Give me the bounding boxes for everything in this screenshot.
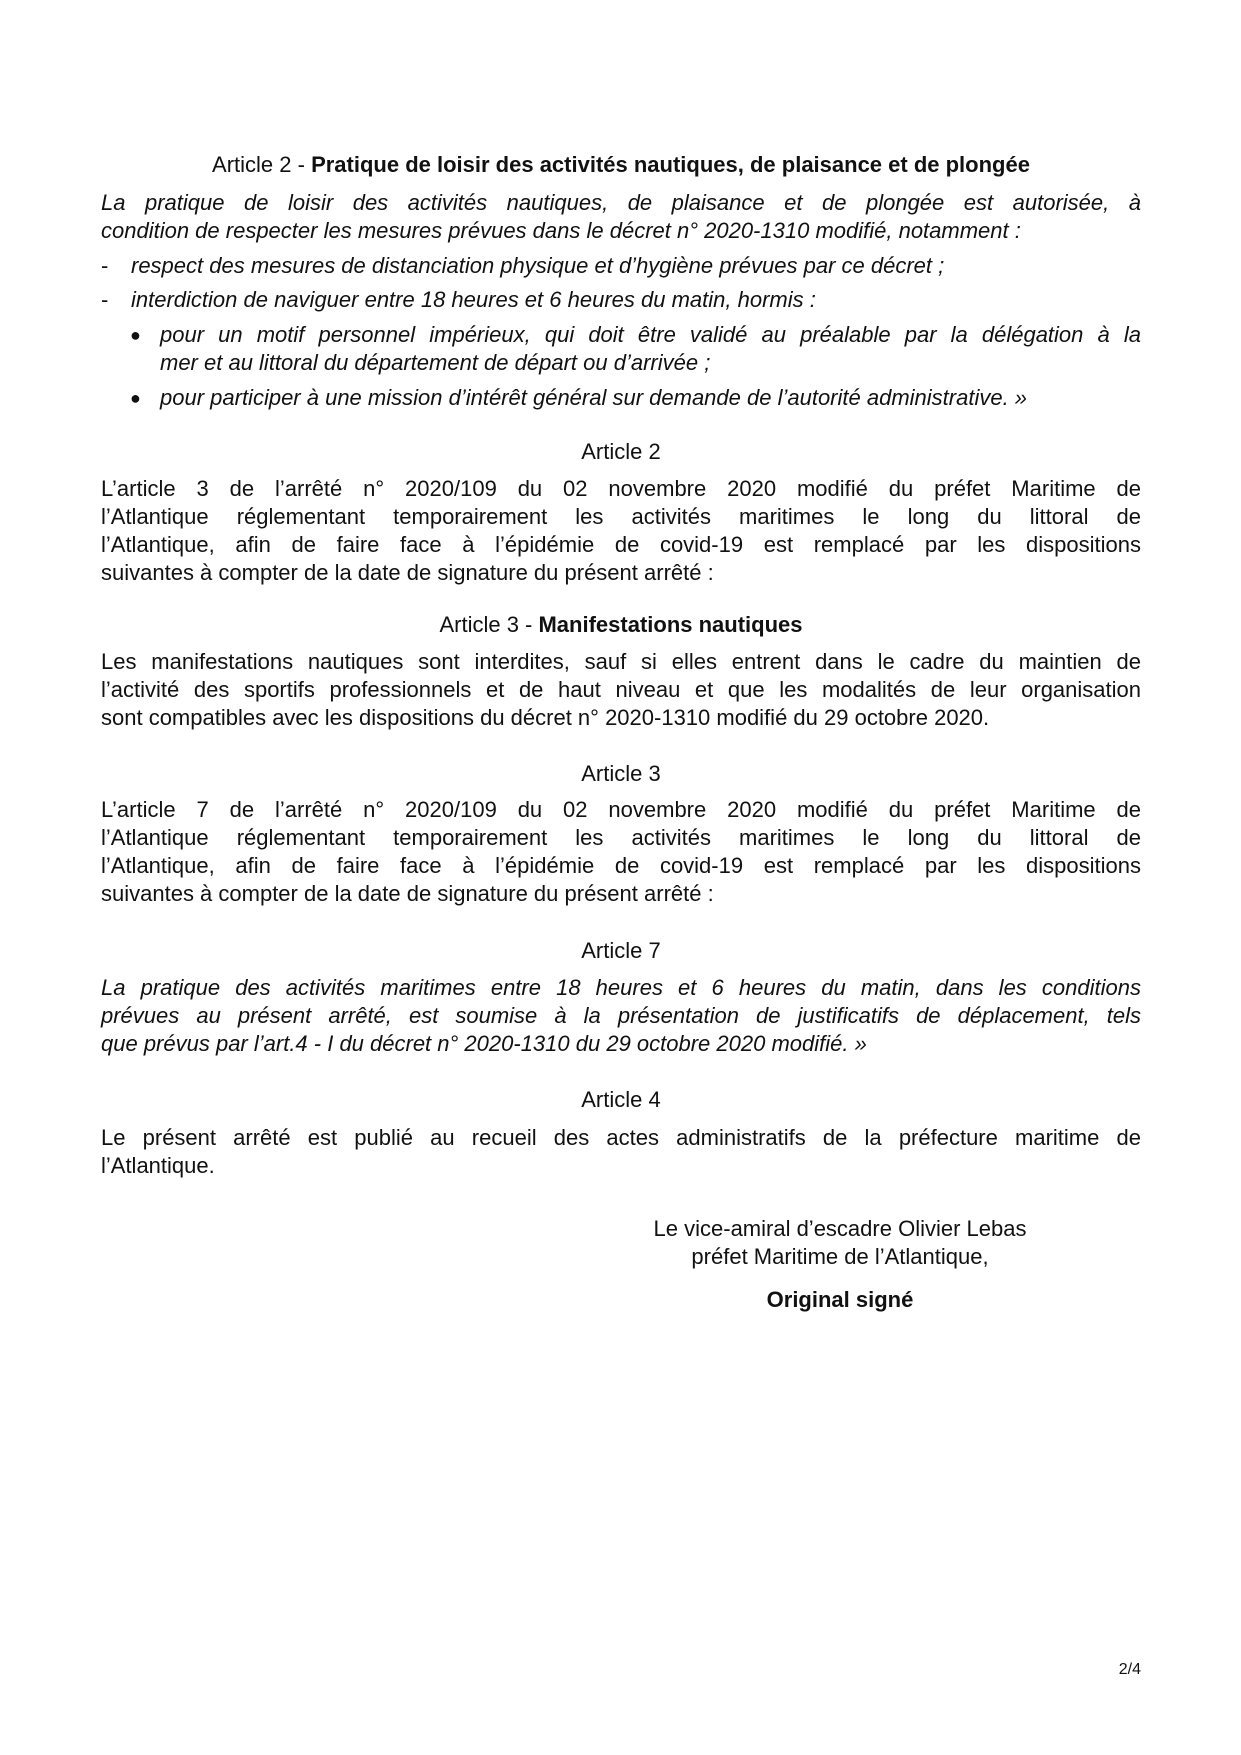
paragraph-line: L’article 3 de l’arrêté n° 2020/109 du 02 novembre 2020 modifié du préfet Maritime de bbox=[101, 476, 1141, 501]
section-article2-heading: Article 2 bbox=[581, 439, 661, 464]
page-number: 2/4 bbox=[1118, 1661, 1141, 1678]
article2-intro-line: condition de respecter les mesures prévues dans le décret n° 2020-1310 modifié, notamment : bbox=[101, 218, 1021, 243]
paragraph-line: que prévus par l’art.4 - I du décret n° 2020-1310 du 29 octobre 2020 modifié. » bbox=[101, 1031, 867, 1056]
article7-heading: Article 7 bbox=[581, 938, 661, 963]
paragraph-line: l’Atlantique, afin de faire face à l’épidémie de covid-19 est remplacé par les dispositions bbox=[101, 853, 1141, 878]
dash-marker: - bbox=[101, 253, 109, 278]
paragraph-line: l’Atlantique réglementant temporairement les activités maritimes le long du littoral de bbox=[101, 825, 1141, 850]
bullet-icon: ● bbox=[130, 325, 141, 345]
article3-body bbox=[101, 648, 1141, 732]
section-article2-body bbox=[101, 475, 1141, 587]
article7-body bbox=[101, 974, 1141, 1058]
paragraph-line: prévues au présent arrêté, est soumise à la présentation de justificatifs de déplacement, tels bbox=[101, 1003, 1141, 1028]
section-article3-body bbox=[101, 796, 1141, 908]
list-item-line: pour un motif personnel impérieux, qui doit être validé au préalable par la délégation à la bbox=[160, 322, 1141, 347]
list-item-line: pour participer à une mission d’intérêt général sur demande de l’autorité administrative. » bbox=[160, 385, 1028, 410]
article2-intro bbox=[101, 189, 1141, 245]
article3-heading bbox=[101, 611, 1141, 639]
article2-heading-prefix: Article 2 - bbox=[212, 152, 312, 177]
signature-name: Le vice-amiral d’escadre Olivier Lebas bbox=[653, 1216, 1027, 1241]
article2-heading bbox=[101, 151, 1141, 179]
dash-marker: - bbox=[101, 287, 109, 312]
section-article4-body bbox=[101, 1124, 1141, 1180]
paragraph-line: Le présent arrêté est publié au recueil des actes administratifs de la préfecture maritime de bbox=[101, 1125, 1141, 1150]
paragraph-line: l’activité des sportifs professionnels et de haut niveau et que les modalités de leur organisation bbox=[101, 677, 1141, 702]
paragraph-line: sont compatibles avec les dispositions du décret n° 2020-1310 modifié du 29 octobre 2020. bbox=[101, 705, 990, 730]
section-article3-heading: Article 3 bbox=[581, 761, 661, 786]
article3-heading-title: Manifestations nautiques bbox=[538, 612, 803, 637]
section-article4-heading: Article 4 bbox=[581, 1087, 661, 1112]
list-item-text bbox=[160, 384, 1141, 412]
list-item-text: interdiction de naviguer entre 18 heures et 6 heures du matin, hormis : bbox=[131, 287, 816, 312]
paragraph-line: l’Atlantique, afin de faire face à l’épidémie de covid-19 est remplacé par les dispositions bbox=[101, 532, 1141, 557]
article2-intro-line: La pratique de loisir des activités nautiques, de plaisance et de plongée est autorisée, à bbox=[101, 190, 1141, 215]
article3-heading-prefix: Article 3 - bbox=[439, 612, 539, 637]
list-item-line: mer et au littoral du département de départ ou d’arrivée ; bbox=[160, 350, 711, 375]
paragraph-line: suivantes à compter de la date de signature du présent arrêté : bbox=[101, 881, 714, 906]
bullet-icon: ● bbox=[130, 388, 141, 408]
list-item-text bbox=[160, 321, 1141, 377]
article2-heading-title: Pratique de loisir des activités nautiques, de plaisance et de plongée bbox=[311, 152, 1030, 177]
signature-title: préfet Maritime de l’Atlantique, bbox=[691, 1244, 989, 1269]
list-item-text: respect des mesures de distanciation physique et d’hygiène prévues par ce décret ; bbox=[131, 253, 945, 278]
paragraph-line: suivantes à compter de la date de signature du présent arrêté : bbox=[101, 560, 714, 585]
paragraph-line: L’article 7 de l’arrêté n° 2020/109 du 02 novembre 2020 modifié du préfet Maritime de bbox=[101, 797, 1141, 822]
paragraph-line: l’Atlantique réglementant temporairement les activités maritimes le long du littoral de bbox=[101, 504, 1141, 529]
signature-signed: Original signé bbox=[766, 1287, 914, 1312]
paragraph-line: La pratique des activités maritimes entre 18 heures et 6 heures du matin, dans les conditions bbox=[101, 975, 1141, 1000]
paragraph-line: Les manifestations nautiques sont interdites, sauf si elles entrent dans le cadre du maintien de bbox=[101, 649, 1141, 674]
paragraph-line: l’Atlantique. bbox=[101, 1153, 215, 1178]
